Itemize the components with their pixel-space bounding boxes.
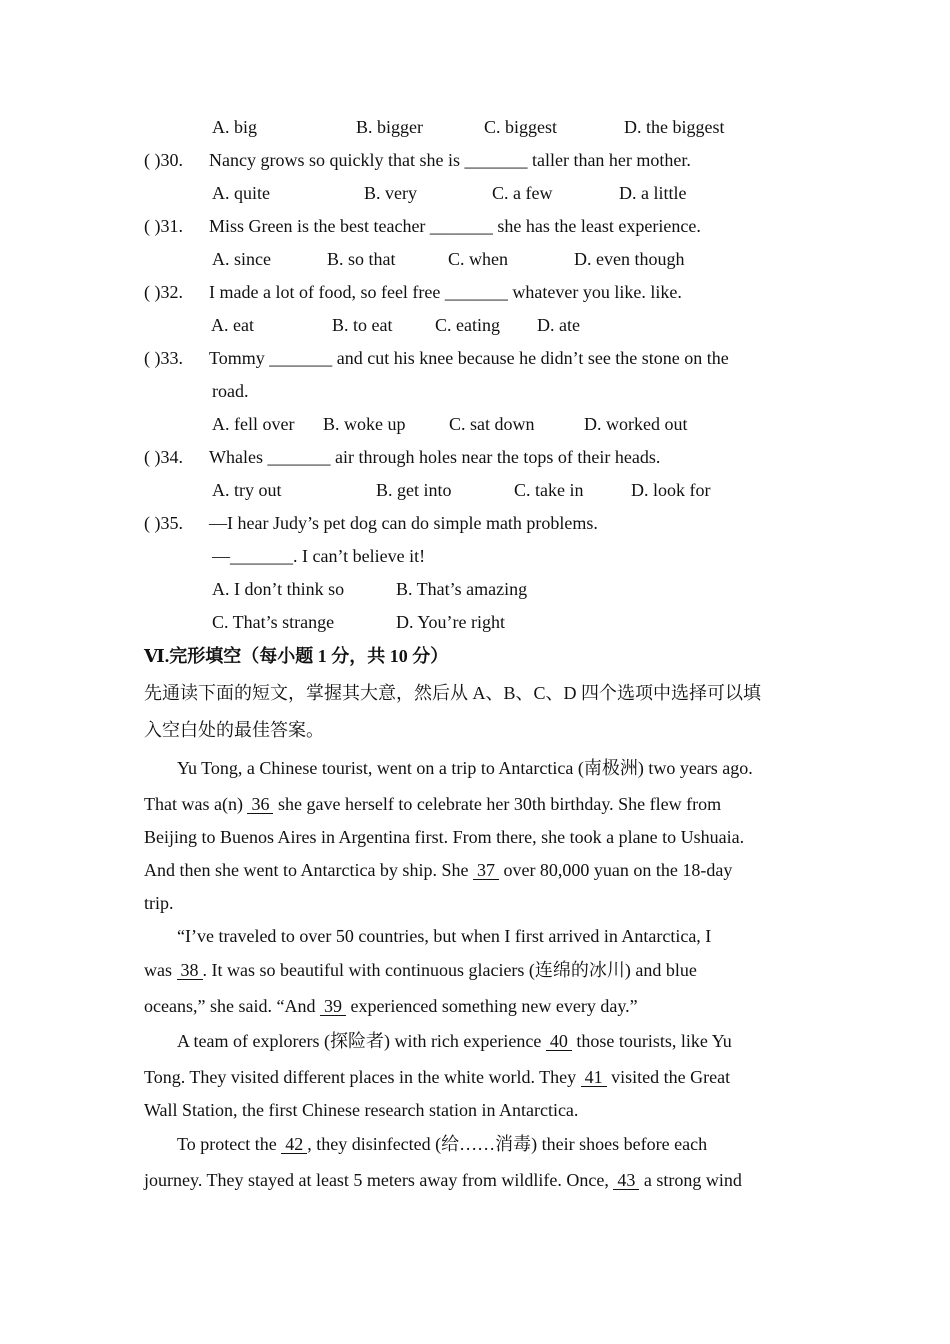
q31-option-c: C. when xyxy=(448,249,508,269)
text-segment: . It was so beautiful with continuous glaciers (连绵的冰川) and blue xyxy=(202,960,697,980)
passage-p1-line2 xyxy=(144,793,721,815)
q34-option-b: B. get into xyxy=(376,480,452,500)
text-segment: journey. They stayed at least 5 meters away from wildlife. Once, xyxy=(144,1170,609,1190)
q33-option-a: A. fell over xyxy=(212,414,295,434)
section-heading: Ⅵ.完形填空（每小题 1 分，共 10 分） xyxy=(144,646,449,666)
q31-option-d: D. even though xyxy=(574,249,685,269)
blank-41: 41 xyxy=(581,1068,607,1087)
passage-p3-line2 xyxy=(144,1066,730,1088)
text-segment: , they disinfected (给……消毒) their shoes before each xyxy=(307,1134,708,1154)
q34-number: ( )34. xyxy=(144,447,183,467)
blank-42: 42 xyxy=(281,1135,307,1154)
q34-option-a: A. try out xyxy=(212,480,282,500)
passage-p1-line1: Yu Tong, a Chinese tourist, went on a trip to Antarctica (南极洲) two years ago. xyxy=(177,758,753,778)
q33-option-b: B. woke up xyxy=(323,414,406,434)
blank-43: 43 xyxy=(613,1171,639,1190)
q35-text-reply: —_______. I can’t believe it! xyxy=(212,546,426,566)
passage-p4-line1 xyxy=(177,1133,707,1155)
q33-text: Tommy _______ and cut his knee because he didn’t see the stone on the xyxy=(209,348,729,368)
q35-text: —I hear Judy’s pet dog can do simple math problems. xyxy=(209,513,598,533)
text-segment: a strong wind xyxy=(643,1170,742,1190)
text-segment: she gave herself to celebrate her 30th birthday. She flew from xyxy=(277,794,722,814)
q29-option-b: B. bigger xyxy=(356,117,423,137)
text-segment: A team of explorers (探险者) with rich experience xyxy=(177,1031,542,1051)
q31-option-a: A. since xyxy=(212,249,271,269)
q34-text: Whales _______ air through holes near the tops of their heads. xyxy=(209,447,661,467)
blank-40: 40 xyxy=(546,1032,572,1051)
q32-option-c: C. eating xyxy=(435,315,500,335)
q35-option-d: D. You’re right xyxy=(396,612,506,632)
section-instruction-2: 入空白处的最佳答案。 xyxy=(144,720,324,740)
q30-option-b: B. very xyxy=(364,183,417,203)
passage-p1-line5: trip. xyxy=(144,893,174,913)
passage-p4-line2 xyxy=(144,1169,742,1191)
q30-text: Nancy grows so quickly that she is _______ taller than her mother. xyxy=(209,150,691,170)
passage-p3-line3: Wall Station, the first Chinese research station in Antarctica. xyxy=(144,1100,579,1120)
passage-p3-line1 xyxy=(177,1030,732,1052)
q29-option-d: D. the biggest xyxy=(624,117,725,137)
q35-number: ( )35. xyxy=(144,513,183,533)
text-segment: Tong. They visited different places in the white world. They xyxy=(144,1067,577,1087)
q35-option-a: A. I don’t think so xyxy=(212,579,345,599)
q33-text-cont: road. xyxy=(212,381,249,401)
blank-39: 39 xyxy=(320,997,346,1016)
q29-option-c: C. biggest xyxy=(484,117,558,137)
text-segment: oceans,” she said. “And xyxy=(144,996,316,1016)
passage-p2-line3 xyxy=(144,995,638,1017)
text-segment: And then she went to Antarctica by ship. She xyxy=(144,860,469,880)
text-segment: That was a(n) xyxy=(144,794,243,814)
q30-option-a: A. quite xyxy=(212,183,270,203)
passage-p1-line4 xyxy=(144,859,732,881)
q34-option-d: D. look for xyxy=(631,480,711,500)
blank-36: 36 xyxy=(247,795,273,814)
text-segment: was xyxy=(144,960,172,980)
q32-number: ( )32. xyxy=(144,282,183,302)
q34-option-c: C. take in xyxy=(514,480,584,500)
blank-38: 38 xyxy=(177,961,203,980)
blank-37: 37 xyxy=(473,861,499,880)
q35-option-b: B. That’s amazing xyxy=(396,579,528,599)
q32-option-b: B. to eat xyxy=(332,315,393,335)
q32-option-a: A. eat xyxy=(211,315,254,335)
q33-number: ( )33. xyxy=(144,348,183,368)
q31-number: ( )31. xyxy=(144,216,183,236)
section-instruction-1: 先通读下面的短文，掌握其大意，然后从 A、B、C、D 四个选项中选择可以填 xyxy=(144,683,762,703)
passage-p2-line1: “I’ve traveled to over 50 countries, but when I first arrived in Antarctica, I xyxy=(177,926,712,946)
q30-option-c: C. a few xyxy=(492,183,553,203)
q33-option-c: C. sat down xyxy=(449,414,535,434)
q35-option-c: C. That’s strange xyxy=(212,612,335,632)
passage-p1-line3: Beijing to Buenos Aires in Argentina first. From there, she took a plane to Ushuaia. xyxy=(144,827,745,847)
q31-option-b: B. so that xyxy=(327,249,396,269)
passage-p2-line2 xyxy=(144,959,697,981)
q30-option-d: D. a little xyxy=(619,183,687,203)
text-segment: visited the Great xyxy=(611,1067,731,1087)
q33-option-d: D. worked out xyxy=(584,414,688,434)
q30-number: ( )30. xyxy=(144,150,183,170)
q32-option-d: D. ate xyxy=(537,315,580,335)
text-segment: To protect the xyxy=(177,1134,277,1154)
text-segment: over 80,000 yuan on the 18-day xyxy=(503,860,733,880)
text-segment: those tourists, like Yu xyxy=(576,1031,732,1051)
q32-text: I made a lot of food, so feel free _______ whatever you like. like. xyxy=(209,282,682,302)
q31-text: Miss Green is the best teacher _______ she has the least experience. xyxy=(209,216,701,236)
text-segment: experienced something new every day.” xyxy=(350,996,638,1016)
q29-option-a: A. big xyxy=(212,117,257,137)
